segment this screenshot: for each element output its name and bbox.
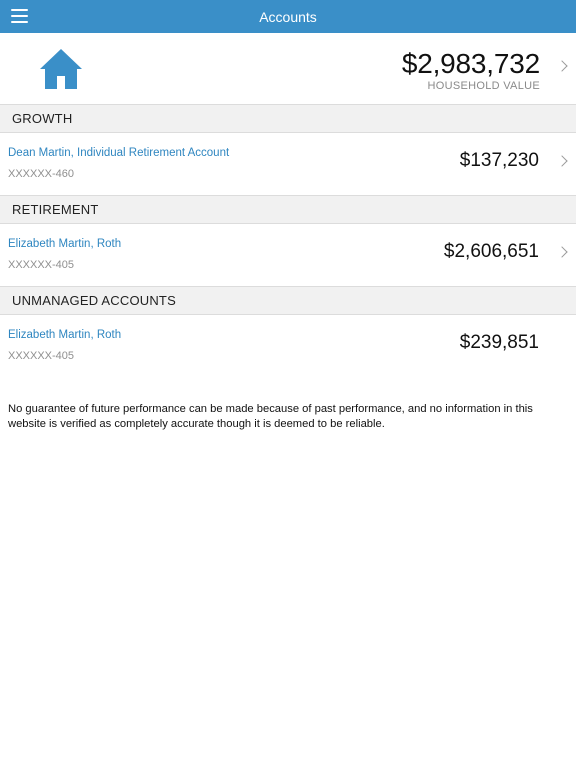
page-title: Accounts bbox=[259, 8, 317, 25]
chevron-right-icon bbox=[556, 60, 567, 71]
account-amount: $239,851 bbox=[459, 332, 539, 353]
account-number: XXXXXX-405 bbox=[8, 350, 75, 362]
account-name: Elizabeth Martin, Roth bbox=[8, 238, 122, 250]
chevron-right-icon bbox=[556, 246, 567, 257]
account-amount: $2,606,651 bbox=[443, 241, 539, 262]
account-name: Dean Martin, Individual Retirement Account bbox=[8, 147, 230, 159]
account-amount: $137,230 bbox=[459, 150, 539, 171]
account-row[interactable] bbox=[0, 133, 576, 196]
disclaimer-text: No guarantee of future performance can be made because of past performance, and no information in this website is verified as completely accurate though it is deemed to be reliable. bbox=[8, 403, 533, 430]
account-name: Elizabeth Martin, Roth bbox=[8, 329, 122, 341]
account-row bbox=[0, 315, 576, 378]
household-value-row[interactable] bbox=[0, 33, 576, 105]
top-navigation-bar bbox=[0, 0, 576, 33]
home-icon bbox=[39, 47, 83, 91]
account-row[interactable] bbox=[0, 224, 576, 287]
section-header-retirement: RETIREMENT bbox=[0, 196, 576, 224]
account-number: XXXXXX-405 bbox=[8, 259, 75, 271]
household-value-amount: $2,983,732 bbox=[401, 48, 540, 79]
section-header-growth: GROWTH bbox=[0, 105, 576, 133]
section-header-unmanaged-accounts: UNMANAGED ACCOUNTS bbox=[0, 287, 576, 315]
account-number: XXXXXX-460 bbox=[8, 168, 75, 180]
household-value-label: HOUSEHOLD VALUE bbox=[427, 80, 540, 92]
menu-icon[interactable] bbox=[11, 9, 28, 23]
chevron-right-icon bbox=[556, 155, 567, 166]
